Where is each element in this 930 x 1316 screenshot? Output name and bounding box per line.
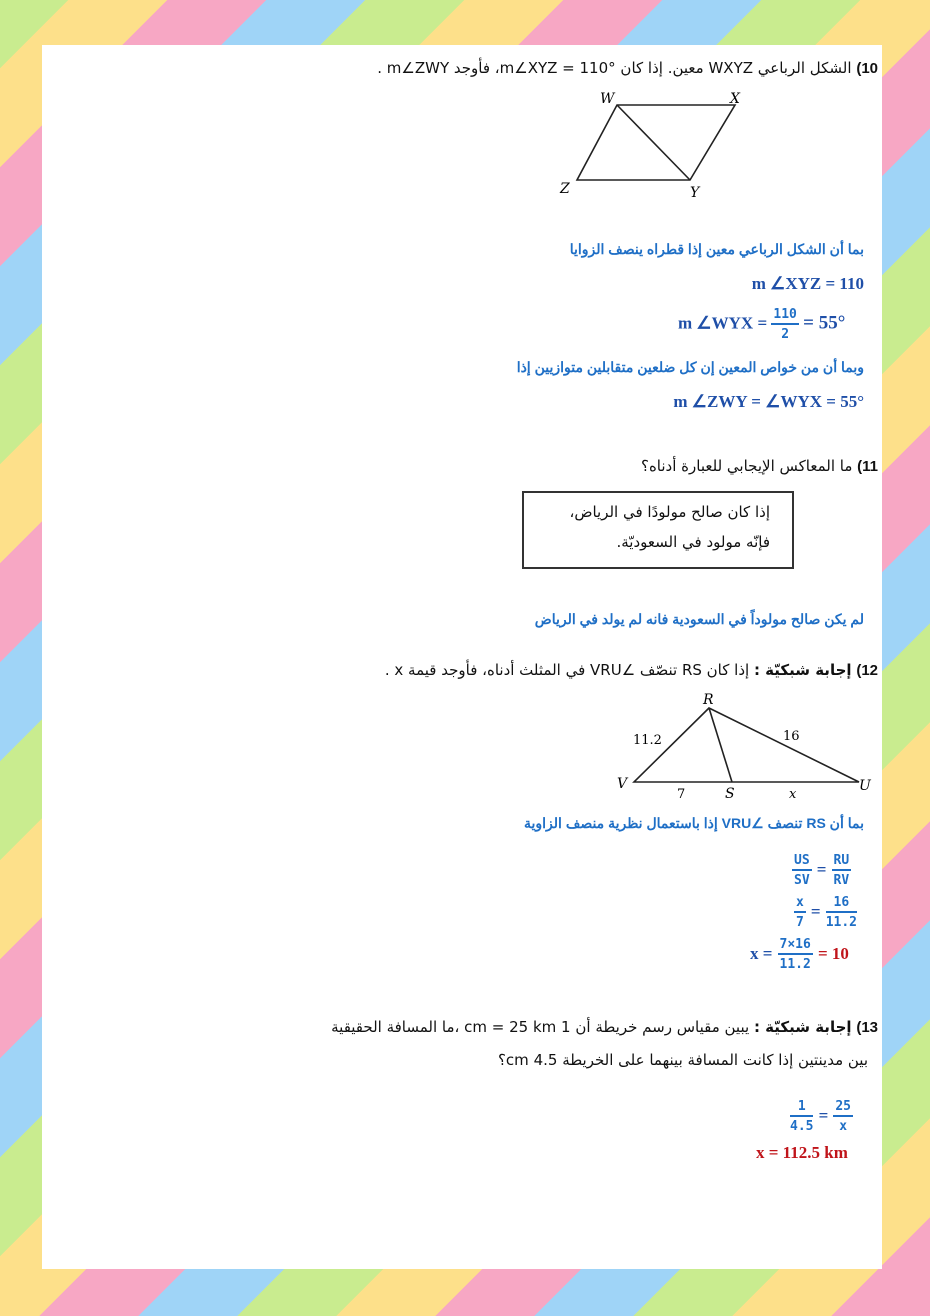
q10-text-row <box>332 59 878 77</box>
q10-number: 10) <box>856 60 878 77</box>
q13-f2-num: 25 <box>833 1099 853 1117</box>
label-7: 7 <box>677 787 686 800</box>
label-z: Z <box>560 181 570 197</box>
triangle-shape <box>634 708 859 782</box>
label-u: U <box>859 778 871 794</box>
q12-f4-num: 16 <box>826 895 857 913</box>
q13-text-row1 <box>312 1018 878 1036</box>
label-v: V <box>617 776 628 792</box>
q10-answer-line1: بما أن الشكل الرباعي معين إذا قطراه ينصف الزوايا <box>569 241 864 257</box>
q10-eq2-prefix: m ∠WYX = <box>678 313 768 333</box>
q13-eq-sign: = <box>818 1106 829 1125</box>
statement-box <box>522 491 794 569</box>
q12-f1-num: US <box>792 853 812 871</box>
q13-f2-den: x <box>839 1119 848 1134</box>
label-w: W <box>600 91 615 107</box>
box-line1: إذا كان صالح مولودًا في الرياض، <box>569 503 770 521</box>
label-11-2: 11.2 <box>633 733 662 748</box>
label-x: X <box>730 91 740 107</box>
worksheet-page <box>42 45 882 1269</box>
q10-eq2 <box>678 307 845 342</box>
q12-f2-num: RU <box>832 853 852 871</box>
q12-result: = 10 <box>817 944 849 963</box>
q12-frac-us-sv <box>792 853 812 888</box>
q12-eq-sign1: = <box>816 860 827 879</box>
q12-f1-den: SV <box>794 873 810 888</box>
q13-frac-25-x <box>833 1099 853 1134</box>
q10-eq2-den: 2 <box>781 327 790 342</box>
triangle-figure <box>607 690 877 800</box>
bisector-rs <box>709 708 732 782</box>
label-s: S <box>725 786 735 800</box>
label-r: R <box>703 692 714 708</box>
label-x-seg: x <box>789 787 797 800</box>
q11-answer: لم يكن صالح مولوداً في السعودية فانه لم يولد في الرياض <box>534 611 864 627</box>
diagonal-wy <box>617 105 690 180</box>
q10-eq3: m ∠ZWY = ∠WYX = 55° <box>673 392 864 411</box>
q12-f3-num: x <box>794 895 806 913</box>
q10-eq2-result: = 55° <box>803 312 846 334</box>
label-16: 16 <box>783 729 800 744</box>
q13-text-line2: بين مدينتين إذا كانت المسافة بينهما على الخريطة 4.5 cm؟ <box>497 1051 868 1069</box>
q13-label: إجابة شبكيّة : <box>753 1018 852 1036</box>
q13-f1-den: 4.5 <box>790 1119 814 1134</box>
rhombus-figure <box>552 85 752 200</box>
q13-frac-1-45 <box>790 1099 813 1134</box>
q13-result: x = 112.5 km <box>756 1143 848 1162</box>
q10-eq2-fraction <box>771 307 798 342</box>
q12-f5-num: 7×16 <box>778 937 813 955</box>
q13-ratio-row <box>790 1099 853 1134</box>
q10-eq2-num: 110 <box>771 307 798 325</box>
q12-frac-ru-rv <box>832 853 852 888</box>
q12-frac-16-112 <box>826 895 857 930</box>
q12-answer-line: بما أن RS تنصف ∠VRU إذا باستعمال نظرية منصف الزاوية <box>524 815 864 831</box>
q12-ratio-row2 <box>794 895 857 930</box>
q12-frac-x-7 <box>794 895 806 930</box>
q11-text: ما المعاكس الإيجابي للعبارة أدناه؟ <box>640 457 853 475</box>
q10-eq1: m ∠XYZ = 110 <box>751 274 864 293</box>
q12-f3-den: 7 <box>796 915 804 930</box>
q12-f5-den: 11.2 <box>779 957 811 972</box>
q10-text: الشكل الرباعي WXYZ معين. إذا كان m∠XYZ = 110°، فأوجد m∠ZWY . <box>377 59 852 77</box>
q12-f4-den: 11.2 <box>825 915 858 930</box>
q12-result-row <box>750 937 849 972</box>
box-line2: فإنّه مولود في السعوديّة. <box>616 533 770 551</box>
q12-frac-7x16 <box>778 937 813 972</box>
q13-number: 13) <box>856 1019 878 1036</box>
q12-number: 12) <box>856 662 878 679</box>
rhombus-shape <box>577 105 735 180</box>
q12-label: إجابة شبكيّة : <box>753 661 852 679</box>
q12-f2-den: RV <box>833 873 850 888</box>
q12-eq-sign2: = <box>810 902 821 921</box>
q11-text-row <box>442 457 878 475</box>
q10-answer-line2: وبما أن من خواص المعين إن كل ضلعين متقابلين متوازيين إذا <box>516 359 864 375</box>
q13-f1-num: 1 <box>790 1099 813 1117</box>
q12-x-prefix: x = <box>750 944 773 963</box>
q11-number: 11) <box>857 458 878 475</box>
q12-text: إذا كان RS تنصّف ∠VRU في المثلث أدناه، فأوجد قيمة x . <box>384 661 750 679</box>
label-y: Y <box>690 185 700 200</box>
q13-text-line1: يبين مقياس رسم خريطة أن 1 cm = 25 km ،ما المسافة الحقيقية <box>331 1018 750 1036</box>
q12-ratio-row1 <box>792 853 851 888</box>
q12-text-row <box>292 661 878 679</box>
